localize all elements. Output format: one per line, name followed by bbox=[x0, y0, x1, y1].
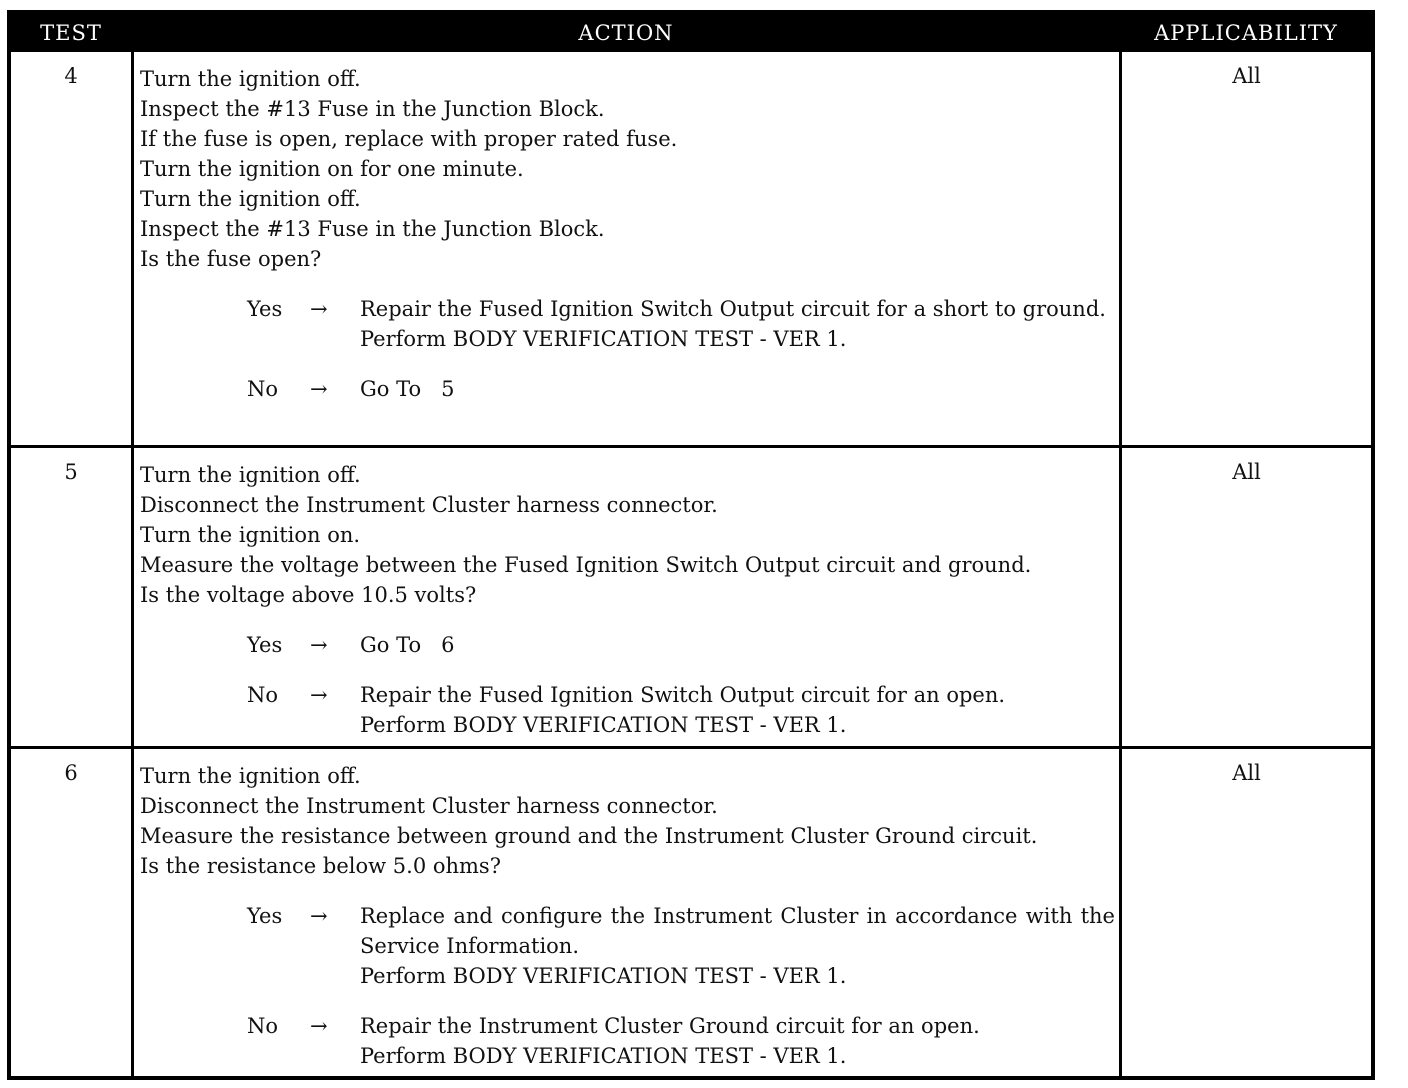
result-line: Repair the Fused Ignition Switch Output circuit for an open. bbox=[360, 683, 1006, 707]
step-text: Is the resistance below 5.0 ohms? bbox=[140, 854, 501, 878]
column-divider bbox=[1119, 448, 1122, 746]
applicability-value: All bbox=[1232, 64, 1261, 88]
yes-result bbox=[360, 901, 1115, 991]
action-cell bbox=[140, 761, 1115, 1071]
column-divider bbox=[1119, 52, 1122, 445]
action-cell bbox=[140, 64, 1115, 404]
no-branch bbox=[140, 374, 1115, 404]
goto-link[interactable]: Go To 5 bbox=[360, 377, 455, 401]
arrow-right-icon: → bbox=[310, 1014, 328, 1038]
step-text: Disconnect the Instrument Cluster harness connector. bbox=[140, 493, 718, 517]
test-row-4 bbox=[11, 52, 1371, 445]
yes-result bbox=[360, 294, 1115, 354]
yes-label: Yes bbox=[247, 904, 283, 928]
test-number: 4 bbox=[64, 64, 78, 88]
step-text: Turn the ignition on for one minute. bbox=[140, 157, 524, 181]
header-action: ACTION bbox=[578, 21, 674, 45]
no-label: No bbox=[247, 377, 279, 401]
column-divider bbox=[1119, 749, 1122, 1076]
step-text: Turn the ignition off. bbox=[140, 764, 361, 788]
step-text: If the fuse is open, replace with proper rated fuse. bbox=[140, 127, 678, 151]
step-text: Inspect the #13 Fuse in the Junction Block. bbox=[140, 97, 605, 121]
yes-label: Yes bbox=[247, 633, 283, 657]
goto-link[interactable]: Go To 6 bbox=[360, 633, 455, 657]
test-row-6 bbox=[11, 746, 1371, 1076]
result-line: Repair the Instrument Cluster Ground circuit for an open. bbox=[360, 1014, 980, 1038]
test-row-5 bbox=[11, 445, 1371, 746]
no-branch bbox=[140, 1011, 1115, 1071]
yes-branch bbox=[140, 630, 1115, 660]
result-line: Perform BODY VERIFICATION TEST - VER 1. bbox=[360, 327, 847, 351]
step-text: Turn the ignition off. bbox=[140, 187, 361, 211]
step-text: Is the fuse open? bbox=[140, 247, 322, 271]
no-result bbox=[360, 374, 1115, 404]
column-divider bbox=[131, 749, 134, 1076]
applicability-value: All bbox=[1232, 761, 1261, 785]
action-cell bbox=[140, 460, 1115, 740]
arrow-right-icon: → bbox=[310, 633, 328, 657]
no-label: No bbox=[247, 1014, 279, 1038]
header-applicability: APPLICABILITY bbox=[1154, 21, 1338, 45]
arrow-right-icon: → bbox=[310, 297, 328, 321]
test-number: 5 bbox=[64, 460, 78, 484]
step-text: Measure the voltage between the Fused Ignition Switch Output circuit and ground. bbox=[140, 553, 1032, 577]
arrow-right-icon: → bbox=[310, 377, 328, 401]
column-divider bbox=[131, 448, 134, 746]
result-line: Replace and configure the Instrument Cluster in accordance with the Service Information. bbox=[360, 904, 1115, 958]
column-divider bbox=[131, 52, 134, 445]
step-text: Measure the resistance between ground and the Instrument Cluster Ground circuit. bbox=[140, 824, 1038, 848]
yes-branch bbox=[140, 294, 1115, 354]
no-branch bbox=[140, 680, 1115, 740]
result-line: Perform BODY VERIFICATION TEST - VER 1. bbox=[360, 1044, 847, 1068]
arrow-right-icon: → bbox=[310, 683, 328, 707]
yes-label: Yes bbox=[247, 297, 283, 321]
no-result bbox=[360, 1011, 1115, 1071]
step-text: Turn the ignition off. bbox=[140, 463, 361, 487]
step-text: Inspect the #13 Fuse in the Junction Block. bbox=[140, 217, 605, 241]
yes-result bbox=[360, 630, 1115, 660]
result-line: Repair the Fused Ignition Switch Output circuit for a short to ground. bbox=[360, 297, 1106, 321]
table-header bbox=[11, 14, 1371, 52]
diagnostic-test-table bbox=[7, 10, 1375, 1080]
test-number: 6 bbox=[64, 761, 78, 785]
no-result bbox=[360, 680, 1115, 740]
arrow-right-icon: → bbox=[310, 904, 328, 928]
step-text: Is the voltage above 10.5 volts? bbox=[140, 583, 477, 607]
applicability-value: All bbox=[1232, 460, 1261, 484]
yes-branch bbox=[140, 901, 1115, 991]
no-label: No bbox=[247, 683, 279, 707]
result-line: Perform BODY VERIFICATION TEST - VER 1. bbox=[360, 713, 847, 737]
header-test: TEST bbox=[40, 21, 102, 45]
result-line: Perform BODY VERIFICATION TEST - VER 1. bbox=[360, 964, 847, 988]
step-text: Turn the ignition off. bbox=[140, 67, 361, 91]
step-text: Disconnect the Instrument Cluster harness connector. bbox=[140, 794, 718, 818]
step-text: Turn the ignition on. bbox=[140, 523, 361, 547]
